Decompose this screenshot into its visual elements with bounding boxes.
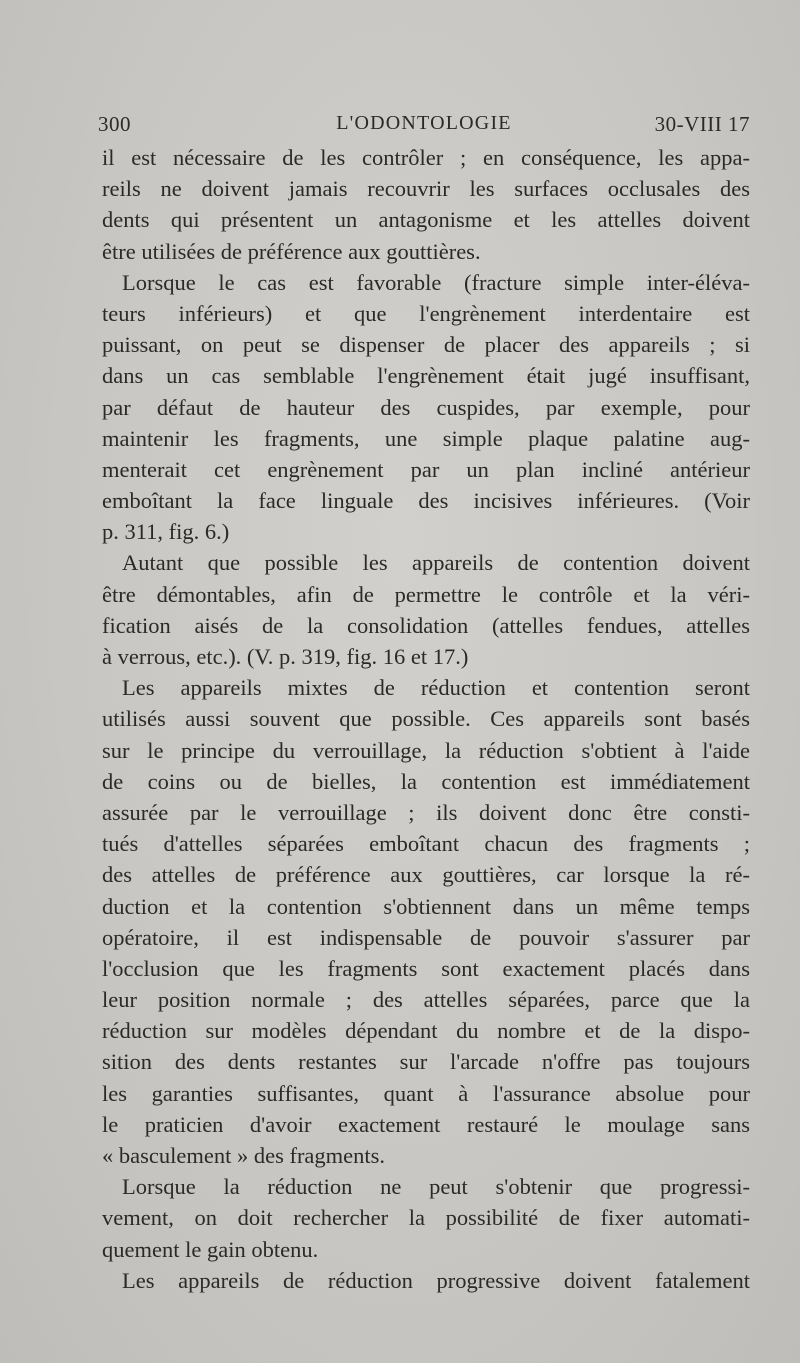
text-line: de coins ou de bielles, la contention est immédiatement [102,768,750,794]
text-line: teurs inférieurs) et que l'engrènement interdentaire est [102,300,750,326]
text-line: sur le principe du verrouillage, la réduction s'obtient à l'aide [102,737,750,763]
text-line: reils ne doivent jamais recouvrir les surfaces occlusales des [102,176,750,202]
text-line: emboîtant la face linguale des incisives inférieures. (Voir [102,488,750,514]
text-line: assurée par le verrouillage ; ils doivent donc être consti- [102,799,750,825]
text-line: par défaut de hauteur des cuspides, par exemple, pour [102,394,750,420]
text-line: puissant, on peut se dispenser de placer des appareils ; si [102,332,750,358]
issue-date: 30-VIII 17 [654,112,750,136]
text-line: Les appareils de réduction progressive doivent fatalement [122,1267,750,1293]
text-line: Les appareils mixtes de réduction et contention seront [122,675,750,701]
text-line: opératoire, il est indispensable de pouvoir s'assurer par [102,924,750,950]
text-line: être démontables, afin de permettre le contrôle et la véri- [102,581,750,607]
text-line: l'occlusion que les fragments sont exactement placés dans [102,955,750,981]
body-text [102,142,750,1296]
text-line: il est nécessaire de les contrôler ; en conséquence, les appa- [102,145,750,170]
journal-title: L'ODONTOLOGIE [336,112,512,134]
text-line: tués d'attelles séparées emboîtant chacun des fragments ; [102,831,750,857]
text-line: menterait cet engrènement par un plan incliné antérieur [102,456,750,482]
text-line: maintenir les fragments, une simple plaque palatine aug- [102,425,750,451]
text-line: dans un cas semblable l'engrènement était jugé insuffisant, [102,363,750,389]
text-line: quement le gain obtenu. [102,1236,319,1262]
text-line: vement, on doit rechercher la possibilité de fixer automati- [102,1205,750,1231]
text-line: réduction sur modèles dépendant du nombre et de la dispo- [102,1018,750,1044]
text-line: fication aisés de la consolidation (attelles fendues, attelles [102,612,750,638]
text-line: « basculement » des fragments. [102,1143,386,1168]
text-line: être utilisées de préférence aux gouttières. [102,238,481,264]
text-line: utilisés aussi souvent que possible. Ces appareils sont basés [102,706,750,732]
text-line: les garanties suffisantes, quant à l'assurance absolue pour [102,1080,750,1106]
text-line: dents qui présentent un antagonisme et les attelles doivent [102,207,750,233]
text-line: le praticien d'avoir exactement restauré le moulage sans [102,1111,750,1137]
text-line: sition des dents restantes sur l'arcade n'offre pas toujours [102,1049,750,1075]
text-line: leur position normale ; des attelles séparées, parce que la [102,987,750,1013]
text-line: Lorsque le cas est favorable (fracture simple inter-éléva- [122,269,750,295]
text-line: p. 311, fig. 6.) [102,519,230,545]
text-line: des attelles de préférence aux gouttières, car lorsque la ré- [102,862,750,888]
text-line: Autant que possible les appareils de contention doivent [122,550,750,576]
running-header [98,112,750,142]
page-number: 300 [98,112,131,136]
text-line: Lorsque la réduction ne peut s'obtenir que progressi- [122,1174,750,1200]
text-line: à verrous, etc.). (V. p. 319, fig. 16 et 17.) [102,644,469,669]
text-line: duction et la contention s'obtiennent dans un même temps [102,893,750,919]
